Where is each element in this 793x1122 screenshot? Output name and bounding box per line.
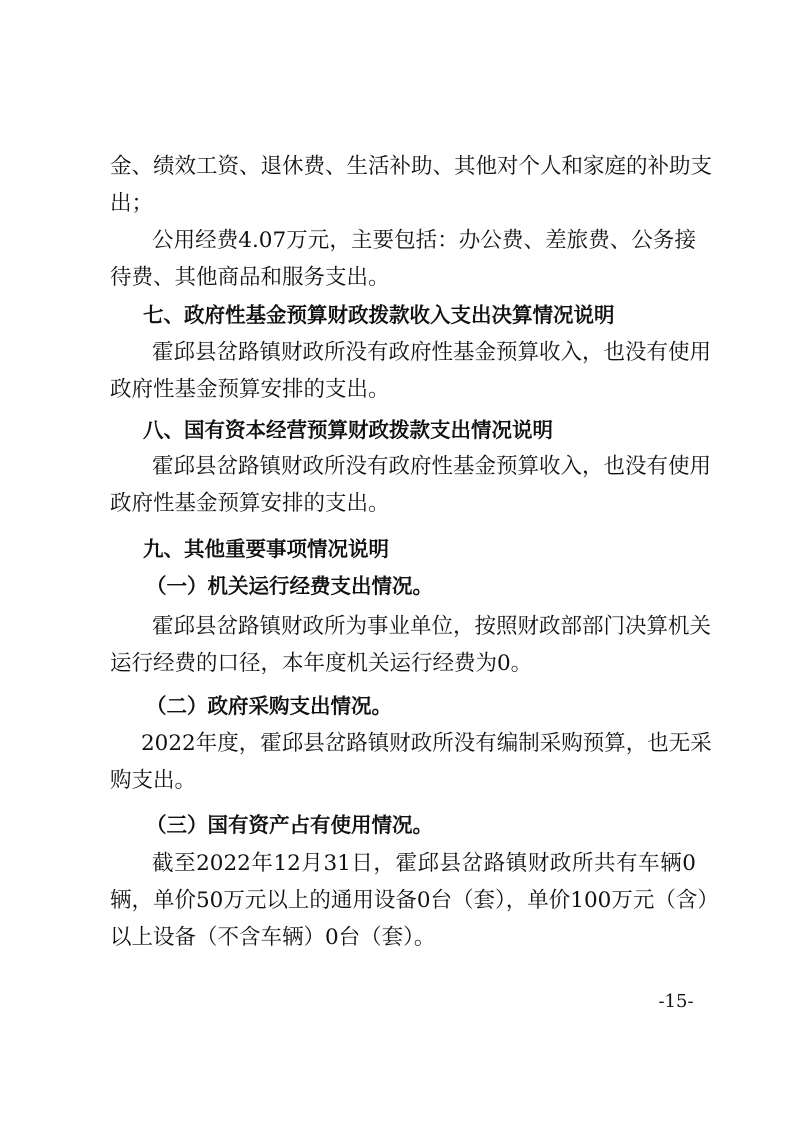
- section-heading-8: 八、国有资本经营预算财政拨款支出情况说明: [143, 418, 553, 442]
- paragraph-line: 辆，单价50万元以上的通用设备0台（套），单价100万元（含）: [110, 888, 719, 913]
- section-heading-7: 七、政府性基金预算财政拨款收入支出决算情况说明: [143, 303, 615, 327]
- paragraph-line: 政府性基金预算安排的支出。: [110, 491, 390, 516]
- paragraph-line: 霍邱县岔路镇财政所没有政府性基金预算收入，也没有使用: [152, 454, 712, 479]
- section-heading-9: 九、其他重要事项情况说明: [143, 537, 389, 561]
- subsection-heading-3: （三）国有资产占有使用情况。: [146, 813, 433, 837]
- paragraph-line: 购支出。: [110, 768, 197, 793]
- paragraph-line: 政府性基金预算安排的支出。: [110, 377, 390, 402]
- paragraph-line: 2022年度，霍邱县岔路镇财政所没有编制采购预算，也无采: [141, 731, 712, 756]
- subsection-heading-2: （二）政府采购支出情况。: [146, 694, 392, 718]
- paragraph-line: 霍邱县岔路镇财政所为事业单位，按照财政部部门决算机关: [152, 614, 712, 639]
- paragraph-line: 霍邱县岔路镇财政所没有政府性基金预算收入，也没有使用: [152, 340, 712, 365]
- paragraph-line: 公用经费4.07万元，主要包括：办公费、差旅费、公务接: [152, 228, 696, 253]
- paragraph-line: 金、绩效工资、退休费、生活补助、其他对个人和家庭的补助支: [110, 154, 713, 179]
- subsection-heading-1: （一）机关运行经费支出情况。: [146, 574, 433, 598]
- page-number: -15-: [658, 991, 694, 1012]
- paragraph-line: 以上设备（不含车辆）0台（套）。: [110, 925, 436, 950]
- paragraph-line: 待费、其他商品和服务支出。: [110, 265, 390, 290]
- paragraph-line: 出；: [110, 191, 154, 216]
- paragraph-line: 运行经费的口径，本年度机关运行经费为0。: [110, 651, 533, 676]
- paragraph-line: 截至2022年12月31日，霍邱县岔路镇财政所共有车辆0: [152, 851, 696, 876]
